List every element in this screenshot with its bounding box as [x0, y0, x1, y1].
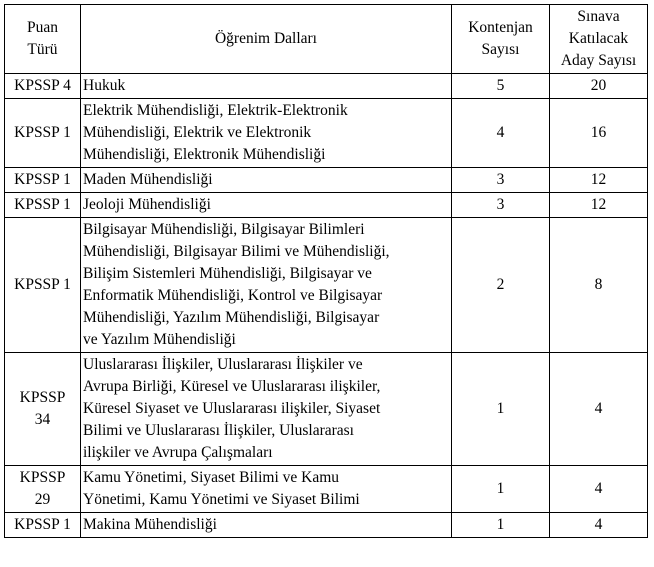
candidates-cell: 8 — [550, 218, 648, 353]
header-candidates-line: Katılacak — [568, 30, 629, 47]
table-row — [5, 466, 648, 513]
score-type-line: KPSSP 4 — [14, 77, 71, 94]
fields-line: ilişkiler ve Avrupa Çalışmaları — [83, 444, 273, 461]
quota-cell: 1 — [452, 353, 550, 466]
score-type-line: KPSSP 1 — [14, 276, 71, 293]
fields-line: Elektrik Mühendisliği, Elektrik-Elektronik — [83, 102, 348, 119]
header-quota-line: Kontenjan — [468, 19, 533, 36]
candidates-cell: 12 — [550, 168, 648, 193]
fields-line: Bilgisayar Mühendisliği, Bilgisayar Bilimleri — [83, 221, 365, 238]
table-row — [5, 193, 648, 218]
header-row — [5, 5, 648, 74]
quota-cell: 1 — [452, 513, 550, 538]
candidates-cell: 4 — [550, 466, 648, 513]
quota-cell: 2 — [452, 218, 550, 353]
table-row — [5, 218, 648, 353]
fields-line: Kamu Yönetimi, Siyaset Bilimi ve Kamu — [83, 469, 340, 486]
fields-cell — [81, 168, 452, 193]
score-type-cell — [5, 193, 81, 218]
fields-cell — [81, 466, 452, 513]
fields-line: Hukuk — [83, 77, 126, 94]
fields-cell — [81, 218, 452, 353]
fields-line: Bilimi ve Uluslararası İlişkiler, Uluslararası — [83, 422, 354, 439]
score-type-cell — [5, 218, 81, 353]
score-type-cell — [5, 99, 81, 168]
quota-table — [4, 4, 648, 538]
quota-cell: 3 — [452, 168, 550, 193]
table-row — [5, 168, 648, 193]
score-type-cell — [5, 74, 81, 99]
fields-cell — [81, 99, 452, 168]
header-quota — [452, 5, 550, 74]
candidates-cell: 4 — [550, 353, 648, 466]
score-type-line: KPSSP 1 — [14, 171, 71, 188]
quota-cell: 4 — [452, 99, 550, 168]
score-type-line: KPSSP — [19, 469, 66, 486]
fields-line: Yönetimi, Kamu Yönetimi ve Siyaset Bilimi — [83, 491, 360, 508]
table-row — [5, 513, 648, 538]
candidates-cell: 16 — [550, 99, 648, 168]
score-type-line: 29 — [34, 491, 51, 508]
fields-line: ve Yazılım Mühendisliği — [83, 331, 236, 348]
score-type-line: KPSSP — [19, 389, 66, 406]
candidates-cell: 4 — [550, 513, 648, 538]
header-candidates-line: Sınava — [577, 8, 620, 25]
header-score-type-line: Puan — [27, 19, 58, 36]
score-type-cell — [5, 466, 81, 513]
fields-line: Mühendisliği, Bilgisayar Bilimi ve Mühendisliği, — [83, 243, 390, 260]
fields-line: Mühendisliği, Elektrik ve Elektronik — [83, 124, 312, 141]
fields-cell — [81, 353, 452, 466]
fields-line: Enformatik Mühendisliği, Kontrol ve Bilgisayar — [83, 287, 383, 304]
score-type-cell — [5, 513, 81, 538]
fields-line: Makina Mühendisliği — [83, 516, 217, 533]
score-type-cell — [5, 168, 81, 193]
candidates-cell: 20 — [550, 74, 648, 99]
fields-cell — [81, 74, 452, 99]
score-type-line: KPSSP 1 — [14, 516, 71, 533]
score-type-cell — [5, 353, 81, 466]
header-quota-line: Sayısı — [481, 41, 520, 58]
fields-line: Küresel Siyaset ve Uluslararası ilişkiler, Siyaset — [83, 400, 381, 417]
fields-line: Jeoloji Mühendisliği — [83, 196, 211, 213]
fields-line: Maden Mühendisliği — [83, 171, 213, 188]
candidates-cell: 12 — [550, 193, 648, 218]
header-candidates — [550, 5, 648, 74]
score-type-line: KPSSP 1 — [14, 124, 71, 141]
table-row — [5, 74, 648, 99]
fields-line: Mühendisliği, Elektronik Mühendisliği — [83, 146, 326, 163]
quota-cell: 1 — [452, 466, 550, 513]
fields-line: Avrupa Birliği, Küresel ve Uluslararası ilişkiler, — [83, 378, 381, 395]
fields-cell — [81, 513, 452, 538]
quota-cell: 5 — [452, 74, 550, 99]
table-row — [5, 99, 648, 168]
score-type-line: KPSSP 1 — [14, 196, 71, 213]
score-type-line: 34 — [34, 411, 51, 428]
header-score-type-line: Türü — [27, 41, 58, 58]
fields-line: Mühendisliği, Yazılım Mühendisliği, Bilgisayar — [83, 309, 380, 326]
quota-cell: 3 — [452, 193, 550, 218]
table-row — [5, 353, 648, 466]
header-score-type — [5, 5, 81, 74]
header-candidates-line: Aday Sayısı — [560, 52, 637, 69]
header-fields: Öğrenim Dalları — [81, 5, 452, 74]
fields-cell — [81, 193, 452, 218]
fields-line: Bilişim Sistemleri Mühendisliği, Bilgisayar ve — [83, 265, 372, 282]
fields-line: Uluslararası İlişkiler, Uluslararası İlişkiler ve — [83, 356, 363, 373]
